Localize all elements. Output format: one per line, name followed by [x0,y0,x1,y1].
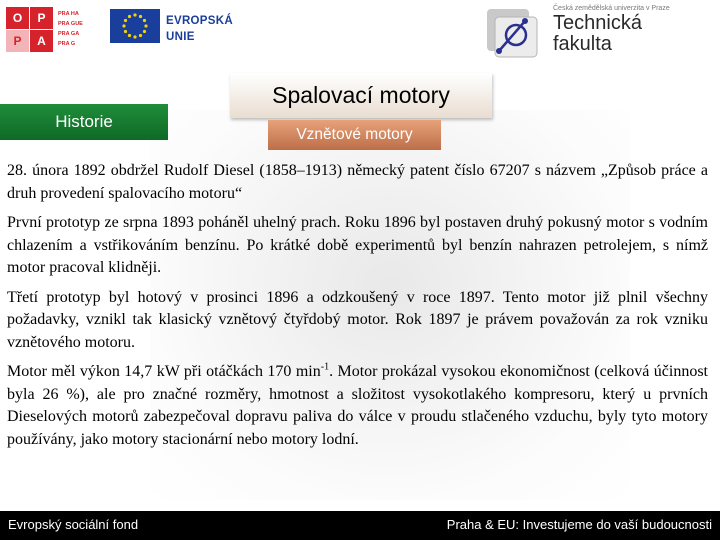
university-name: Česká zemědělská univerzita v Praze [553,5,670,12]
page-title: Spalovací motory [230,73,492,118]
paragraph-4-rest: . Motor prokázal vysokou ekonomičnost (celková účinnost byla 26 %), ale pro značné rozměry, hmotnost a složitost vysokotlakého kompresoru, který u prvních Dieselových motorů zabezpečoval dopravu paliva do válce v proudu stlačeného vzduchu, byly tyto motory používány, jako motory stacionární nebo motory lodní. [7,363,708,448]
opp-row-3: PRA GA [58,31,80,37]
opp-row-4: PRA G [58,41,76,47]
eu-line2: UNIE [166,31,195,43]
paragraph-3: Třetí prototyp byl hotový v prosinci 1896 a odzkoušený v roce 1897. Tento motor již plnil všechny požadavky, vznikl tak klasický vznětový čtyřdobý motor. Rok 1897 je právem považován za rok vzniku vznětového motoru. [7,288,708,351]
page-subtitle: Vznětové motory [268,120,441,150]
eu-logo [110,9,240,51]
footer-bar [0,511,720,540]
eu-line1: EVROPSKÁ [166,15,233,27]
eu-text [166,13,233,45]
faculty-name [553,13,642,55]
opp-letter-o: O [6,7,29,29]
content-text [7,160,708,458]
paragraph-2: První prototyp ze srpna 1893 poháněl uhelný prach. Roku 1896 byl postaven druhý pokusný motor s vodním chlazením a vstřikováním benzínu. Po krátké době experimentů byl benzín nahrazen petrolejem, s nímž motor pracoval klidněji. [7,214,708,276]
opp-letter-p1: P [30,7,53,29]
opp-prague-logo [6,7,101,53]
footer-right-text: Praha & EU: Investujeme do vaší budoucnosti [446,517,712,532]
faculty-emblem-icon [485,7,540,59]
opp-letter-a: A [30,30,53,52]
paragraph-4-start: Motor měl výkon 14,7 kW při otáčkách 170 min [7,363,321,380]
faculty-line2: fakulta [553,33,612,55]
opp-row-1: PRA HA [58,11,79,17]
unit-exponent: -1 [320,361,330,373]
paragraph-4 [7,361,708,451]
technical-faculty-logo [485,2,715,62]
section-tab-historie: Historie [0,104,168,140]
paragraph-1: 28. února 1892 obdržel Rudolf Diesel (1858–1913) německý patent číslo 67207 s názvem „Způsob práce a druh provedení spalovacího motoru“ [7,162,708,202]
footer-left-text: Evropský sociální fond [8,517,139,532]
opp-row-2: PRA GUE [58,21,83,27]
eu-flag-icon [110,9,160,43]
opp-letter-p2: P [6,30,29,52]
faculty-line1: Technická [553,12,642,34]
